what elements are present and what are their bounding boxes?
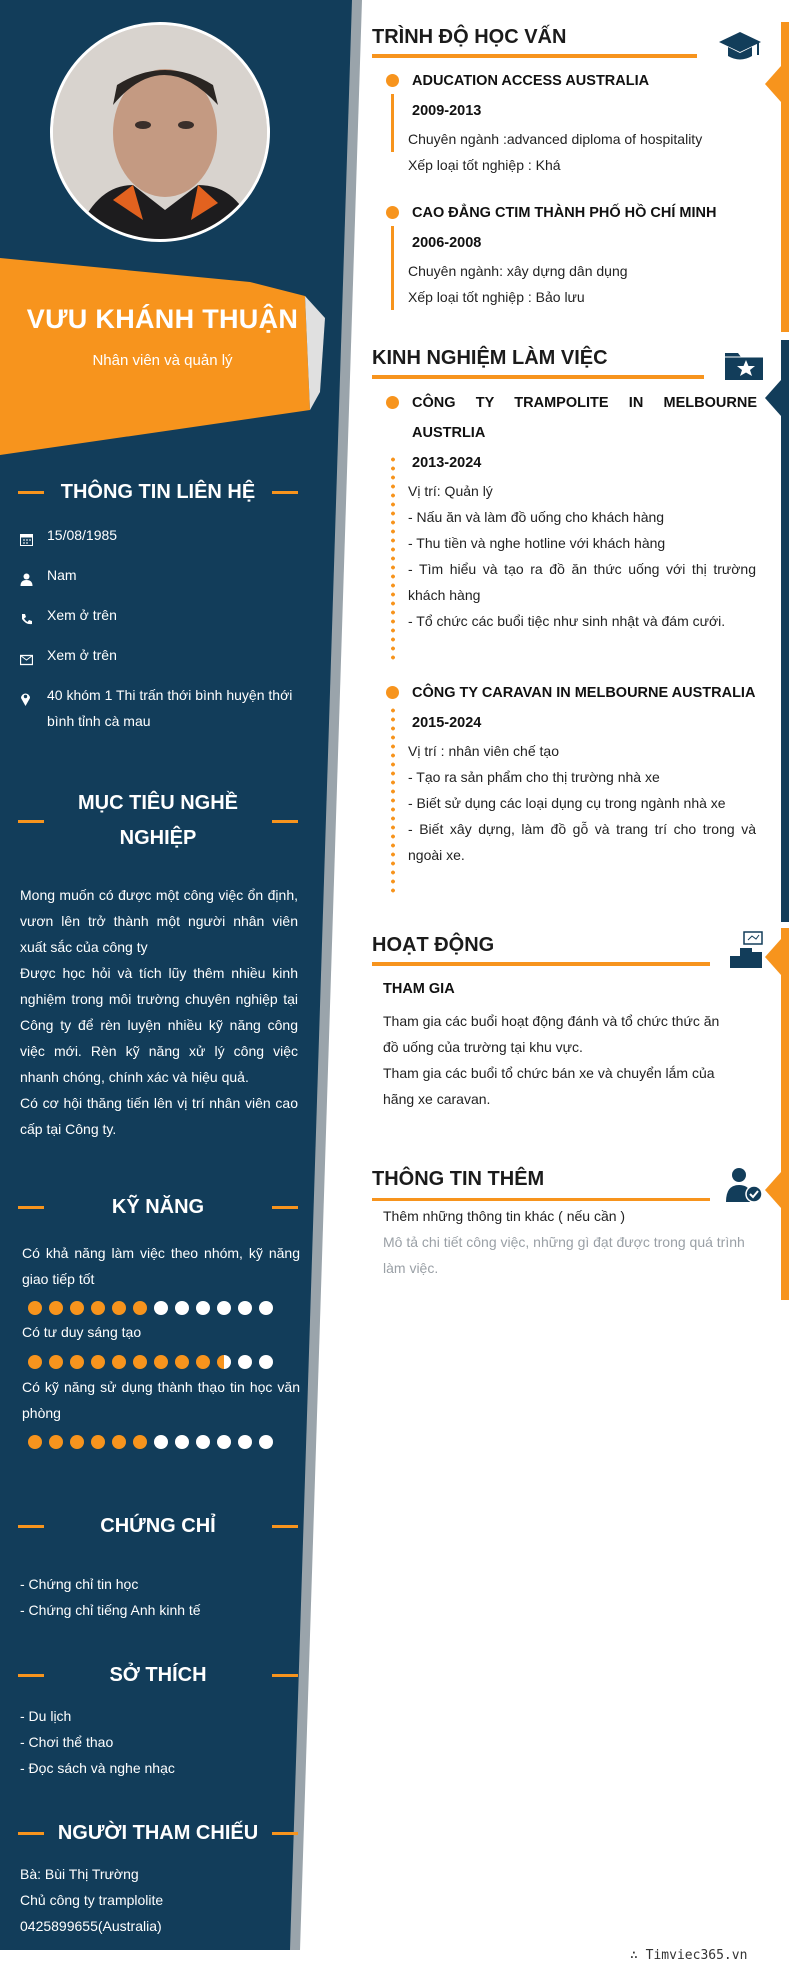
contact-email: Xem ở trên [20,642,300,674]
education-school: ADUCATION ACCESS AUSTRALIA [412,73,650,89]
skill-dot [175,1301,189,1315]
email-icon [20,642,47,674]
entry-dotted-line [391,706,395,896]
contact-heading: THÔNG TIN LIÊN HỆ [18,475,298,510]
skill-dot [70,1301,84,1315]
entry-line [391,226,394,310]
skill-dot [28,1355,42,1369]
certificates-heading: CHỨNG CHỈ [18,1509,298,1544]
skill-rating [28,1301,273,1315]
skill-dot [217,1301,231,1315]
objective-text: Mong muốn có được một công việc ổn định, vươn lên trở thành một người nhân viên xuất sắc của công ty Được học hỏi và tích lũy thêm nhiều kinh nghiệm trong môi trường chuyên nghiệp tại Công ty để rèn luyện nhiều kỹ năng công việc mới. Rèn kỹ năng xử lý công việc nhanh chóng, chính xác và hiệu quả. Có cơ hội thăng tiến lên vị trí nhân viên cao cấp tại Công ty. [20,887,298,1137]
education-detail: Chuyên ngành: xây dựng dân dụng Xếp loại tốt nghiệp : Bảo lưu [408,263,628,305]
skill-dot [196,1355,210,1369]
skill-dot [70,1435,84,1449]
skill-dot [196,1435,210,1449]
activities-subtitle: THAM GIA [383,981,455,997]
section-side-bar [781,22,789,332]
experience-detail: Vị trí : nhân viên chế tạo - Tạo ra sản phẩm cho thị trường nhà xe - Biết sử dụng các loại dụng cụ trong ngành nhà xe - Biết xây dựng, làm đồ gỗ và trang trí cho trong và ngoài xe. [408,743,756,863]
skill-dot [91,1301,105,1315]
experience-heading: KINH NGHIỆM LÀM VIỆC [372,347,608,369]
experience-company: CÔNG TY TRAMPOLITE IN MELBOURNE AUSTRLIA [412,395,757,441]
skill-dot [49,1355,63,1369]
education-years: 2006-2008 [412,235,482,251]
education-detail: Chuyên ngành :advanced diploma of hospitality Xếp loại tốt nghiệp : Khá [408,131,703,173]
references-heading: NGƯỜI THAM CHIẾU [18,1816,298,1851]
skill-dot [154,1355,168,1369]
activities-heading: HOẠT ĐỘNG [372,934,495,956]
location-icon [20,682,47,734]
education-heading: TRÌNH ĐỘ HỌC VẤN [372,26,567,48]
experience-company: CÔNG TY CARAVAN IN MELBOURNE AUSTRALIA [412,685,756,701]
user-check-icon [724,1166,768,1202]
skill-dot [175,1355,189,1369]
education-school: CAO ĐẲNG CTIM THÀNH PHỐ HỒ CHÍ MINH [412,205,717,221]
skill-dot [70,1355,84,1369]
candidate-name: VƯU KHÁNH THUẬN [26,304,299,334]
references-text: Bà: Bùi Thị Trường Chủ công ty tramplolite 0425899655(Australia) [20,1866,164,1934]
experience-years: 2015-2024 [412,715,482,731]
skill-dot [259,1435,273,1449]
skill-dot [133,1355,147,1369]
skill-label: Có khả năng làm việc theo nhóm, kỹ năng giao tiếp tốt [22,1245,300,1287]
entry-bullet [386,74,399,87]
section-marker [765,66,781,102]
skill-dot [91,1355,105,1369]
skill-dot [217,1355,231,1369]
contact-gender: Nam [20,562,300,594]
footer-brand: ∴ Timviec365.vn [630,1948,748,1963]
section-marker [765,380,781,416]
experience-detail: Vị trí: Quản lý - Nấu ăn và làm đồ uống cho khách hàng - Thu tiền và nghe hotline với khách hàng - Tìm hiểu và tạo ra đồ ăn thức uống với thị trường khách hàng - Tổ chức các buổi tiệc như sinh nhật và đám cưới. [408,483,756,629]
skill-dot [154,1301,168,1315]
skill-dot [112,1355,126,1369]
hobbies-heading: SỞ THÍCH [18,1658,298,1693]
graduation-cap-icon [718,30,762,66]
section-underline [372,962,710,966]
skill-dot [238,1435,252,1449]
skill-dot [217,1435,231,1449]
contact-birthday: 15/08/1985 [20,522,300,554]
entry-bullet [386,686,399,699]
skill-dot [196,1301,210,1315]
section-side-bar [781,340,789,922]
more-info-line1: Thêm những thông tin khác ( nếu cần ) [383,1208,626,1224]
skill-dot [112,1435,126,1449]
education-years: 2009-2013 [412,103,482,119]
section-marker [765,1172,781,1208]
experience-years: 2013-2024 [412,455,482,471]
skill-dot [133,1435,147,1449]
skill-dot [238,1301,252,1315]
more-info-heading: THÔNG TIN THÊM [372,1168,545,1190]
skill-dot [133,1301,147,1315]
candidate-role: Nhân viên và quản lý [92,352,233,369]
activities-text: Tham gia các buổi hoạt động đánh và tổ chức thức ăn đồ uống của trường tại khu vực. Tham gia các buổi tổ chức bán xe và chuyển lắm của hãng xe caravan. [383,1013,720,1107]
entry-bullet [386,206,399,219]
user-icon [20,562,47,594]
skill-rating [28,1355,273,1369]
objective-heading: MỤC TIÊU NGHỀ NGHIỆP [18,786,298,856]
hobbies-text: - Du lịch - Chơi thể thao - Đọc sách và nghe nhạc [20,1708,175,1776]
more-info-line2: Mô tả chi tiết công việc, những gì đạt được trong quá trình làm việc. [383,1234,745,1276]
skill-label: Có tư duy sáng tạo [22,1324,142,1340]
section-underline [372,375,704,379]
skills-heading: KỸ NĂNG [18,1190,298,1225]
skill-dot [49,1301,63,1315]
podium-icon [726,930,770,966]
section-marker [765,939,781,975]
certificates-text: - Chứng chỉ tin học - Chứng chỉ tiếng Anh kinh tế [20,1576,201,1618]
skill-dot [175,1435,189,1449]
calendar-icon [20,522,47,554]
entry-line [391,94,394,152]
skill-dot [238,1355,252,1369]
skill-dot [154,1435,168,1449]
contact-address: 40 khóm 1 Thi trấn thới bình huyện thới bình tỉnh cà mau [20,682,300,734]
section-underline [372,1198,710,1201]
skill-dot [259,1355,273,1369]
skill-dot [91,1435,105,1449]
folder-star-icon [724,349,768,385]
skill-dot [28,1301,42,1315]
entry-bullet [386,396,399,409]
contact-phone: Xem ở trên [20,602,300,634]
profile-photo [50,22,270,242]
skill-dot [259,1301,273,1315]
skill-dot [28,1435,42,1449]
skill-label: Có kỹ năng sử dụng thành thạo tin học văn phòng [22,1379,300,1421]
entry-dotted-line [391,455,395,660]
phone-icon [20,602,47,634]
skill-rating [28,1435,273,1449]
section-underline [372,54,697,58]
skill-dot [49,1435,63,1449]
section-side-bar [781,928,789,1300]
skill-dot [112,1301,126,1315]
